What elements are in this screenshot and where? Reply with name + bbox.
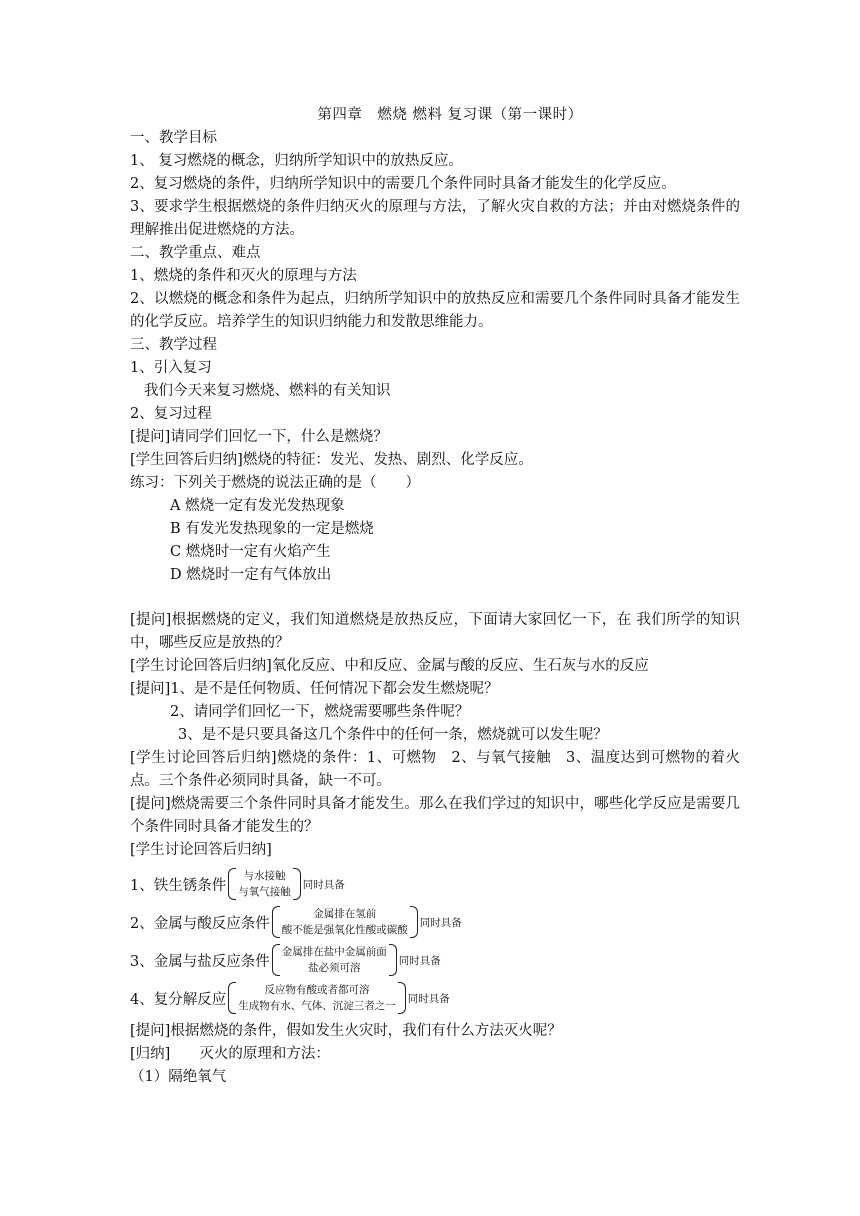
exercise-option-b: B 有发光发热现象的一定是燃烧 [170, 521, 374, 537]
condition-label: 4、复分解反应 [130, 991, 227, 1008]
question-4: [提问]燃烧需要三个条件同时具备才能发生。那么在我们学过的知识中，哪些化学反应是需要几个条件同时具备才能发生的？ [130, 796, 740, 835]
answer-2: [学生讨论回答后归纳]氧化反应、中和反应、金属与酸的反应、生石灰与水的反应 [130, 658, 649, 674]
process-step-1-text: 我们今天来复习燃烧、燃料的有关知识 [144, 383, 391, 399]
summary: [归纳] 灭火的原理和方法： [130, 1046, 330, 1062]
condition-label: 2、金属与酸反应条件 [130, 915, 270, 932]
condition-tail: 同时具备 [419, 916, 462, 929]
left-brace [228, 868, 236, 900]
key-point-1: 1、燃烧的条件和灭火的原理与方法 [130, 268, 357, 284]
condition-tail: 同时具备 [398, 954, 441, 967]
condition-double-decomposition [130, 982, 740, 1014]
condition-rust [130, 868, 740, 900]
section-heading-process: 三、教学过程 [130, 337, 217, 353]
question-3: [提问]1、是不是任何物质、任何情况下都会发生燃烧呢？ [130, 681, 499, 697]
exercise-option-d: D 燃烧时一定有气体放出 [170, 567, 332, 583]
condition-item: 生成物有水、气体、沉淀三者之一 [238, 1000, 396, 1012]
condition-metal-acid [130, 906, 740, 938]
condition-item: 与水接触 [243, 870, 286, 882]
document-title: 第四章 燃烧 燃料 复习课（第一课时） [317, 107, 583, 123]
left-brace [272, 944, 280, 976]
method-1: （1）隔绝氧气 [130, 1069, 227, 1085]
process-step-1: 1、引入复习 [130, 360, 212, 376]
condition-items [280, 944, 389, 976]
exercise: 练习：下列关于燃烧的说法正确的是（ ） [130, 475, 420, 491]
condition-label: 3、金属与盐反应条件 [130, 953, 270, 970]
goal-1: 1、 复习燃烧的概念，归纳所学知识中的放热反应。 [130, 153, 463, 169]
condition-items [236, 868, 293, 900]
condition-label: 1、铁生锈条件 [130, 877, 227, 894]
right-brace [389, 944, 397, 976]
right-brace [293, 868, 301, 900]
right-brace [398, 982, 406, 1014]
condition-items [236, 982, 398, 1014]
answer-4: [学生讨论回答后归纳] [130, 842, 272, 858]
question-5: [提问]根据燃烧的条件，假如发生火灾时，我们有什么方法灭火呢？ [130, 1023, 562, 1039]
left-brace [228, 982, 236, 1014]
condition-item: 金属排在盐中金属前面 [281, 946, 387, 958]
exercise-option-c: C 燃烧时一定有火焰产生 [170, 544, 331, 560]
answer-3: [学生讨论回答后归纳]燃烧的条件：1、可燃物 2、与氧气接触 3、温度达到可燃物的着火点。三个条件必须同时具备，缺一不可。 [130, 750, 740, 789]
exercise-option-a: A 燃烧一定有发光发热现象 [170, 498, 345, 514]
question-2: [提问]根据燃烧的定义，我们知道燃烧是放热反应，下面请大家回忆一下，在 我们所学的知识中，哪些反应是放热的？ [130, 612, 740, 651]
answer-1: [学生回答后归纳]燃烧的特征：发光、发热、剧烈、化学反应。 [130, 452, 533, 468]
section-heading-key-points: 二、教学重点、难点 [130, 245, 261, 261]
condition-item: 盐必须可溶 [307, 962, 361, 974]
question-3-part-2: 2、请同学们回忆一下，燃烧需要哪些条件呢？ [170, 704, 470, 720]
process-step-2: 2、复习过程 [130, 406, 212, 422]
condition-tail: 同时具备 [302, 878, 345, 891]
document-page [130, 104, 740, 1089]
condition-item: 与氧气接触 [238, 886, 291, 898]
condition-item: 酸不能是强氧化性酸或碳酸 [281, 924, 408, 936]
left-brace [272, 906, 280, 938]
goal-3: 3、要求学生根据燃烧的条件归纳灭火的原理与方法，了解火灾自救的方法；并由对燃烧条件的理解推出促进燃烧的方法。 [130, 199, 740, 238]
key-point-2: 2、以燃烧的概念和条件为起点，归纳所学知识中的放热反应和需要几个条件同时具备才能发生的化学反应。培养学生的知识归纳能力和发散思维能力。 [130, 291, 740, 330]
condition-metal-salt [130, 944, 740, 976]
condition-item: 反应物有酸或者都可溶 [264, 984, 370, 996]
condition-item: 金属排在氢前 [313, 908, 377, 920]
section-heading-goals: 一、教学目标 [130, 130, 217, 146]
blank-line [130, 587, 740, 609]
goal-2: 2、复习燃烧的条件，归纳所学知识中的需要几个条件同时具备才能发生的化学反应。 [130, 176, 676, 192]
right-brace [410, 906, 418, 938]
condition-items [280, 906, 410, 938]
question-1: [提问]请同学们回忆一下，什么是燃烧？ [130, 429, 388, 445]
question-3-part-3: 3、是不是只要具备这几个条件中的任何一条，燃烧就可以发生呢？ [178, 727, 608, 743]
condition-tail: 同时具备 [407, 992, 450, 1005]
